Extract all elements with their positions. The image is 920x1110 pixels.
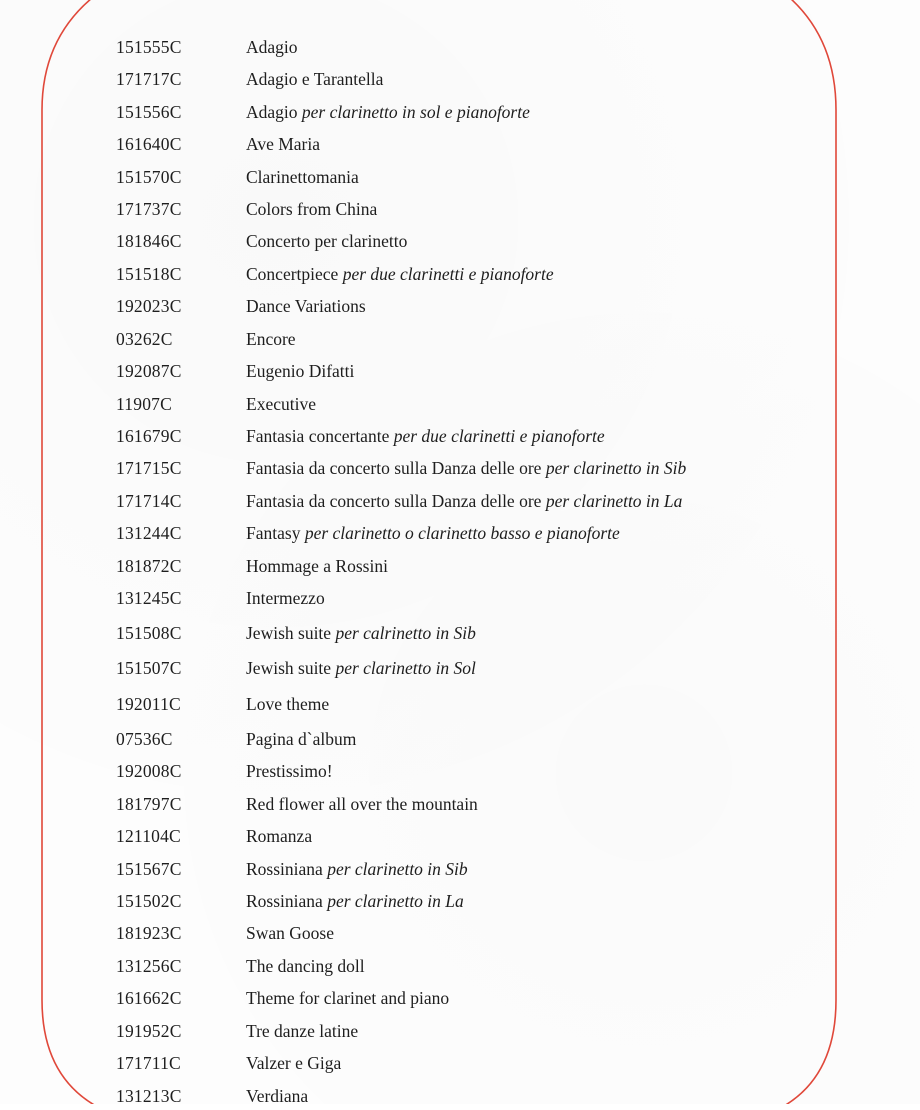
- catalog-code: 151555C: [116, 37, 182, 57]
- catalog-title: Fantasia concertante: [246, 426, 390, 446]
- catalog-code: 151570C: [116, 167, 182, 187]
- catalog-instrumentation-note: per clarinetto in sol e pianoforte: [301, 102, 530, 122]
- catalog-row: [0, 690, 920, 718]
- catalog-title: Eugenio Difatti: [246, 361, 355, 381]
- catalog-title-group: [246, 757, 333, 785]
- catalog-title: Adagio: [246, 37, 298, 57]
- catalog-title-group: [246, 454, 686, 482]
- catalog-title-group: [246, 584, 325, 612]
- catalog-title: Rossiniana: [246, 891, 323, 911]
- catalog-code: 192087C: [116, 361, 182, 381]
- catalog-row: [0, 757, 920, 785]
- catalog-title-group: [246, 984, 449, 1012]
- catalog-code: 07536C: [116, 729, 173, 749]
- catalog-code: 151502C: [116, 891, 182, 911]
- catalog-title: Tre danze latine: [246, 1021, 359, 1041]
- catalog-row: [0, 822, 920, 850]
- catalog-title: Fantasia da concerto sulla Danza delle ore: [246, 458, 542, 478]
- catalog-code: 171717C: [116, 69, 182, 89]
- catalog-code: 151507C: [116, 658, 182, 678]
- catalog-instrumentation-note: per clarinetto o clarinetto basso e pianoforte: [304, 523, 620, 543]
- catalog-title-group: [246, 130, 320, 158]
- catalog-title-group: [246, 654, 476, 682]
- catalog-title-group: [246, 33, 298, 61]
- catalog-instrumentation-note: per clarinetto in La: [327, 891, 464, 911]
- catalog-row: [0, 292, 920, 320]
- catalog-code: 181846C: [116, 231, 182, 251]
- catalog-code: 151508C: [116, 623, 182, 643]
- catalog-title-group: [246, 292, 366, 320]
- catalog-title-group: [246, 357, 354, 385]
- catalog-title-group: [246, 422, 605, 450]
- catalog-row: [0, 357, 920, 385]
- catalog-title-group: [246, 227, 407, 255]
- catalog-row: [0, 163, 920, 191]
- catalog-code: 131213C: [116, 1086, 182, 1106]
- catalog-row: [0, 725, 920, 753]
- catalog-title-group: [246, 919, 334, 947]
- catalog-code: 131245C: [116, 588, 182, 608]
- catalog-title-group: [246, 1049, 341, 1077]
- catalog-title-group: [246, 98, 530, 126]
- catalog-code: 131244C: [116, 523, 182, 543]
- catalog-code: 151567C: [116, 859, 182, 879]
- catalog-title-group: [246, 163, 359, 191]
- catalog-row: [0, 227, 920, 255]
- catalog-code: 192023C: [116, 296, 182, 316]
- catalog-title: Theme for clarinet and piano: [246, 988, 450, 1008]
- catalog-title-group: [246, 855, 468, 883]
- catalog-instrumentation-note: per clarinetto in Sol: [335, 658, 476, 678]
- catalog-title: Encore: [246, 329, 296, 349]
- catalog-title: Valzer e Giga: [246, 1053, 342, 1073]
- catalog-code: 181923C: [116, 923, 182, 943]
- catalog-title: Dance Variations: [246, 296, 366, 316]
- catalog-code: 161640C: [116, 134, 182, 154]
- catalog-row: [0, 98, 920, 126]
- catalog-code: 151518C: [116, 264, 182, 284]
- catalog-title-group: [246, 1082, 308, 1110]
- catalog-title-group: [246, 390, 316, 418]
- catalog-title: Adagio e Tarantella: [246, 69, 384, 89]
- catalog-row: [0, 325, 920, 353]
- catalog-title: Fantasy: [246, 523, 301, 543]
- catalog-code: 171714C: [116, 491, 182, 511]
- catalog-row: [0, 1049, 920, 1077]
- catalog-title: Romanza: [246, 826, 313, 846]
- catalog-code: 181797C: [116, 794, 182, 814]
- catalog-row: [0, 855, 920, 883]
- catalog-code: 151556C: [116, 102, 182, 122]
- catalog-row: [0, 552, 920, 580]
- catalog-title-group: [246, 690, 329, 718]
- catalog-row: [0, 519, 920, 547]
- catalog-title: Executive: [246, 394, 316, 414]
- catalog-instrumentation-note: per clarinetto in Sib: [327, 859, 468, 879]
- catalog-title-group: [246, 887, 464, 915]
- catalog-title: Swan Goose: [246, 923, 334, 943]
- catalog-code: 171715C: [116, 458, 182, 478]
- catalog-code: 11907C: [116, 394, 172, 414]
- catalog-title-group: [246, 65, 383, 93]
- catalog-instrumentation-note: per clarinetto in La: [545, 491, 683, 511]
- catalog-title: Adagio: [246, 102, 298, 122]
- catalog-code: 121104C: [116, 826, 181, 846]
- catalog-row: [0, 984, 920, 1012]
- catalog-row: [0, 390, 920, 418]
- catalog-code: 03262C: [116, 329, 173, 349]
- catalog-title: Fantasia da concerto sulla Danza delle ore: [246, 491, 542, 511]
- catalog-code: 191952C: [116, 1021, 182, 1041]
- catalog-title: Rossiniana: [246, 859, 323, 879]
- catalog-title: Colors from China: [246, 199, 378, 219]
- catalog-row: [0, 1017, 920, 1045]
- catalog-title: Hommage a Rossini: [246, 556, 388, 576]
- catalog-title-group: [246, 552, 388, 580]
- catalog-title: Ave Maria: [246, 134, 321, 154]
- catalog-title-group: [246, 619, 476, 647]
- catalog-row: [0, 422, 920, 450]
- catalog-title: Jewish suite: [246, 658, 332, 678]
- catalog-title-group: [246, 260, 554, 288]
- catalog-title: Concertpiece: [246, 264, 339, 284]
- catalog-title-group: [246, 822, 312, 850]
- catalog-row: [0, 130, 920, 158]
- catalog-row: [0, 887, 920, 915]
- catalog-row: [0, 33, 920, 61]
- catalog-code: 171737C: [116, 199, 182, 219]
- catalog-title-group: [246, 790, 478, 818]
- catalog-title-group: [246, 195, 377, 223]
- catalog-instrumentation-note: per due clarinetti e pianoforte: [393, 426, 605, 446]
- catalog-title: Verdiana: [246, 1086, 309, 1106]
- catalog-code: 171711C: [116, 1053, 181, 1073]
- catalog-code: 192008C: [116, 761, 182, 781]
- catalog-title: Concerto per clarinetto: [246, 231, 408, 251]
- catalog-row: [0, 919, 920, 947]
- catalog-title-group: [246, 1017, 358, 1045]
- catalog-row: [0, 584, 920, 612]
- catalog-row: [0, 454, 920, 482]
- catalog-title-group: [246, 952, 365, 980]
- catalog-row: [0, 790, 920, 818]
- catalog-instrumentation-note: per calrinetto in Sib: [335, 623, 476, 643]
- catalog-row: [0, 195, 920, 223]
- catalog-row: [0, 1082, 920, 1110]
- catalog-code: 161679C: [116, 426, 182, 446]
- catalog-title: Clarinettomania: [246, 167, 359, 187]
- catalog-code: 192011C: [116, 694, 181, 714]
- catalog-row: [0, 260, 920, 288]
- catalog-instrumentation-note: per clarinetto in Sib: [545, 458, 687, 478]
- catalog-title: Intermezzo: [246, 588, 325, 608]
- catalog-title-group: [246, 519, 620, 547]
- catalog-title: Prestissimo!: [246, 761, 333, 781]
- catalog-title: Red flower all over the mountain: [246, 794, 478, 814]
- catalog-code: 131256C: [116, 956, 182, 976]
- catalog-row: [0, 65, 920, 93]
- catalog-instrumentation-note: per due clarinetti e pianoforte: [342, 264, 554, 284]
- catalog-title: Pagina d`album: [246, 729, 357, 749]
- catalog-title-group: [246, 487, 682, 515]
- catalog-row: [0, 487, 920, 515]
- catalog-row: [0, 952, 920, 980]
- catalog-title-group: [246, 325, 296, 353]
- catalog-code: 161662C: [116, 988, 182, 1008]
- catalog-title: Love theme: [246, 694, 330, 714]
- catalog-row: [0, 654, 920, 682]
- catalog-title-group: [246, 725, 356, 753]
- catalog-title: Jewish suite: [246, 623, 332, 643]
- catalog-row: [0, 619, 920, 647]
- catalog-code: 181872C: [116, 556, 182, 576]
- catalog-title: The dancing doll: [246, 956, 365, 976]
